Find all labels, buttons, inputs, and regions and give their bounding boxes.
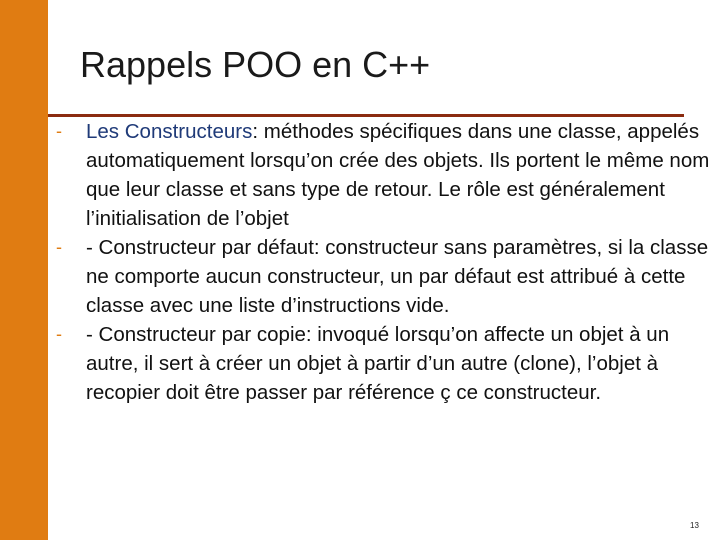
bullet-marker: - — [56, 324, 62, 344]
bullet-constructeurs — [56, 117, 720, 233]
slide-title: Rappels POO en C++ — [80, 44, 431, 85]
bullet-constructeur-par-copie — [56, 320, 720, 407]
bullet-marker: - — [56, 121, 62, 141]
bullet-text: : méthodes spécifiques dans une classe, appelés automatiquement lorsqu’on crée des objets. Ils portent le même nom que leur classe et sans type de retour. Le rôle est généralement l’initialisation de l’objet — [86, 120, 710, 230]
bullet-marker: - — [56, 237, 62, 257]
page-number: 13 — [690, 521, 699, 530]
bullet-constructeur-par-defaut — [56, 233, 720, 320]
term-constructeurs: Les Constructeurs — [86, 120, 253, 143]
bullet-text: - Constructeur par copie: invoqué lorsqu’on affecte un objet à un autre, il sert à créer un objet à partir d’un autre (clone), l’objet à recopier doit être passer par référence ç ce constructeur. — [86, 323, 670, 404]
bullet-text: - Constructeur par défaut: constructeur sans paramètres, si la classe ne comporte aucun constructeur, un par défaut est attribué à cette classe avec une liste d’instructions vide. — [86, 236, 709, 317]
left-accent-bar — [0, 0, 48, 540]
slide-content — [56, 117, 720, 407]
